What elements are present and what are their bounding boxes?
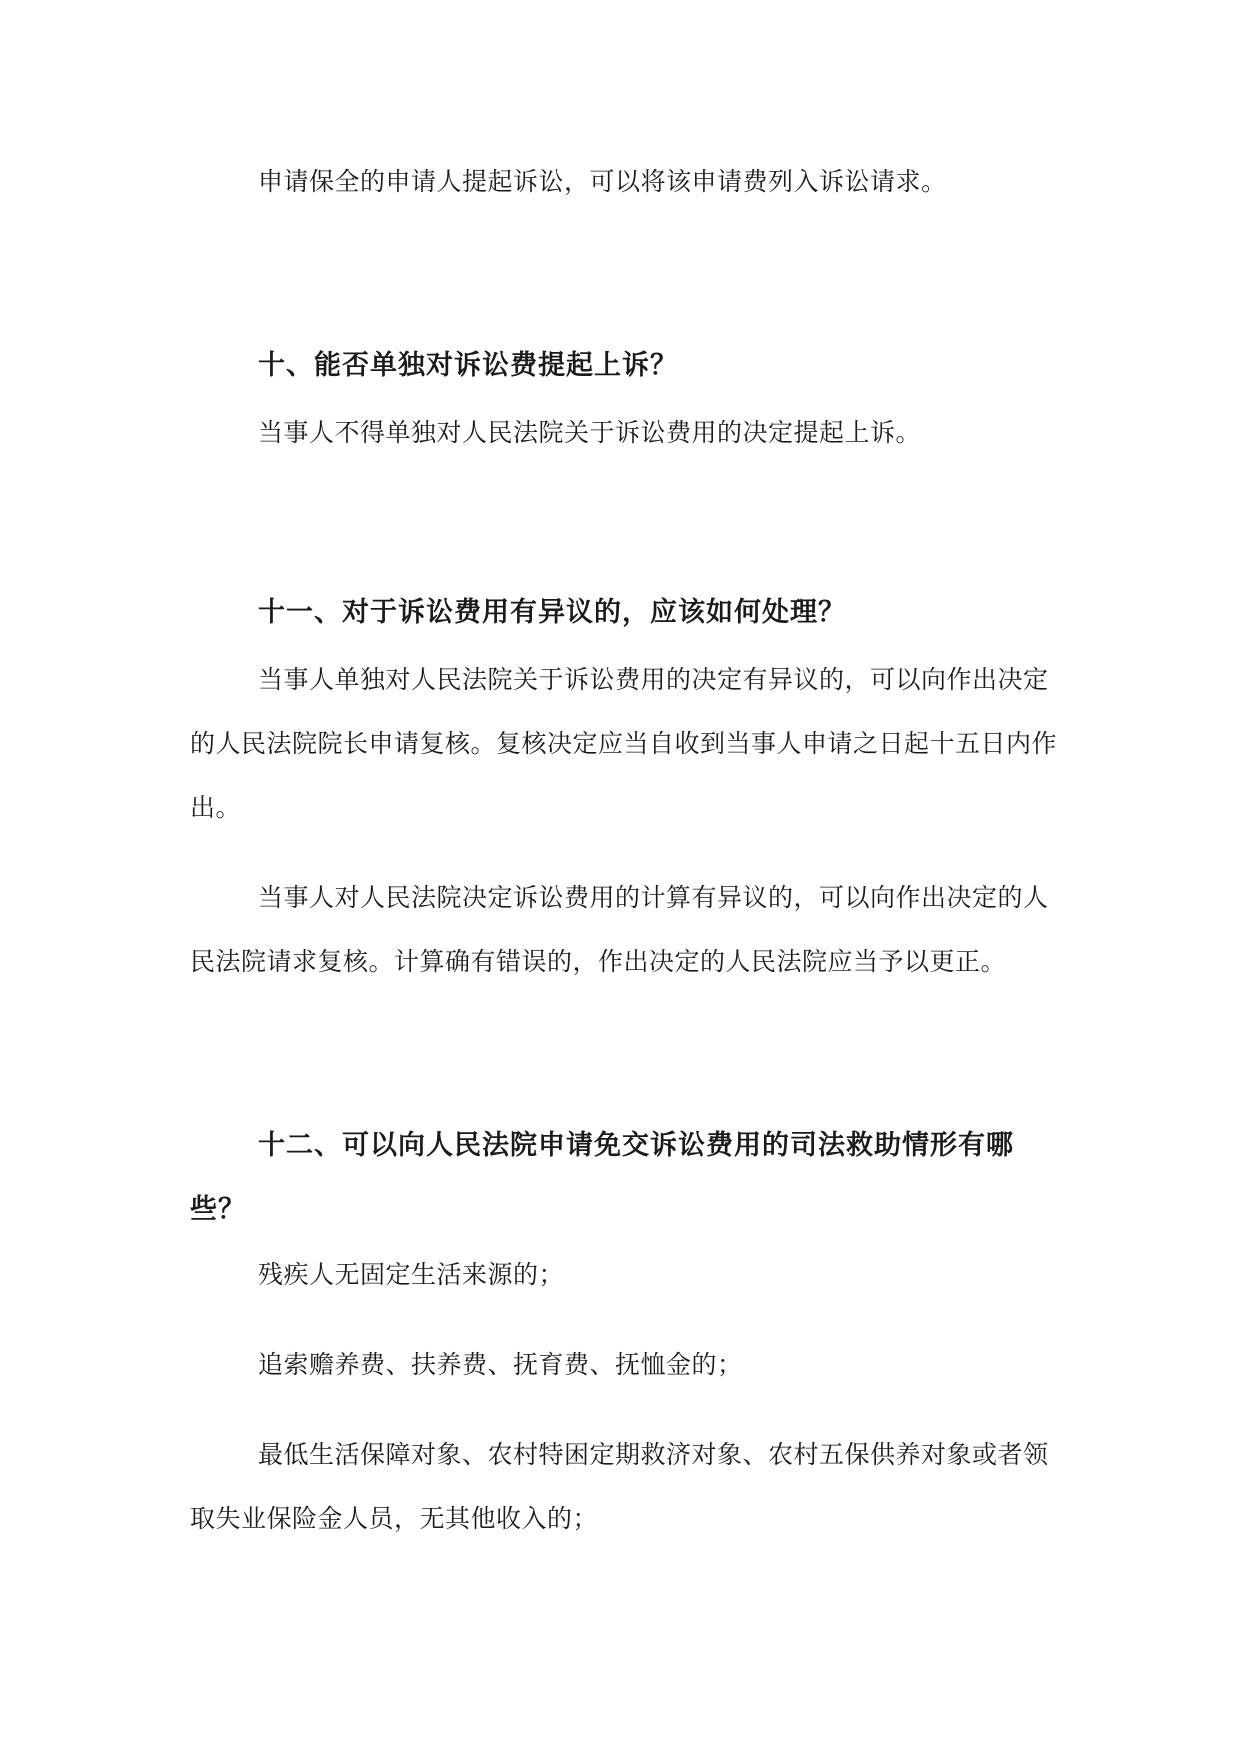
section-12-heading-line-2: 些？ — [190, 1194, 246, 1225]
section-12-heading-line-1: 十二、可以向人民法院申请免交诉讼费用的司法救助情形有哪 — [258, 1130, 1014, 1161]
section-11-paragraph-1-line-3: 出。 — [190, 793, 242, 822]
section-12-item-1: 残疾人无固定生活来源的； — [258, 1260, 565, 1289]
section-10-heading: 十、能否单独对诉讼费提起上诉？ — [258, 350, 678, 381]
section-11-paragraph-2-line-2: 民法院请求复核。计算确有错误的，作出决定的人民法院应当予以更正。 — [190, 947, 1007, 976]
section-11-paragraph-1-line-1: 当事人单独对人民法院关于诉讼费用的决定有异议的，可以向作出决定 — [258, 665, 1049, 694]
section-12-item-2: 追索赡养费、扶养费、抚育费、抚恤金的； — [258, 1350, 743, 1379]
section-11-paragraph-2-line-1: 当事人对人民法院决定诉讼费用的计算有异议的，可以向作出决定的人 — [258, 883, 1049, 912]
section-11-paragraph-1-line-2: 的人民法院院长申请复核。复核决定应当自收到当事人申请之日起十五日内作 — [190, 729, 1058, 758]
section-10-paragraph: 当事人不得单独对人民法院关于诉讼费用的决定提起上诉。 — [258, 418, 922, 447]
section-11-heading: 十一、对于诉讼费用有异议的，应该如何处理？ — [258, 597, 846, 628]
section-12-item-3-line-1: 最低生活保障对象、农村特困定期救济对象、农村五保供养对象或者领 — [258, 1440, 1049, 1469]
section-12-item-3-line-2: 取失业保险金人员，无其他收入的； — [190, 1504, 599, 1533]
intro-paragraph: 申请保全的申请人提起诉讼，可以将该申请费列入诉讼请求。 — [258, 167, 947, 196]
